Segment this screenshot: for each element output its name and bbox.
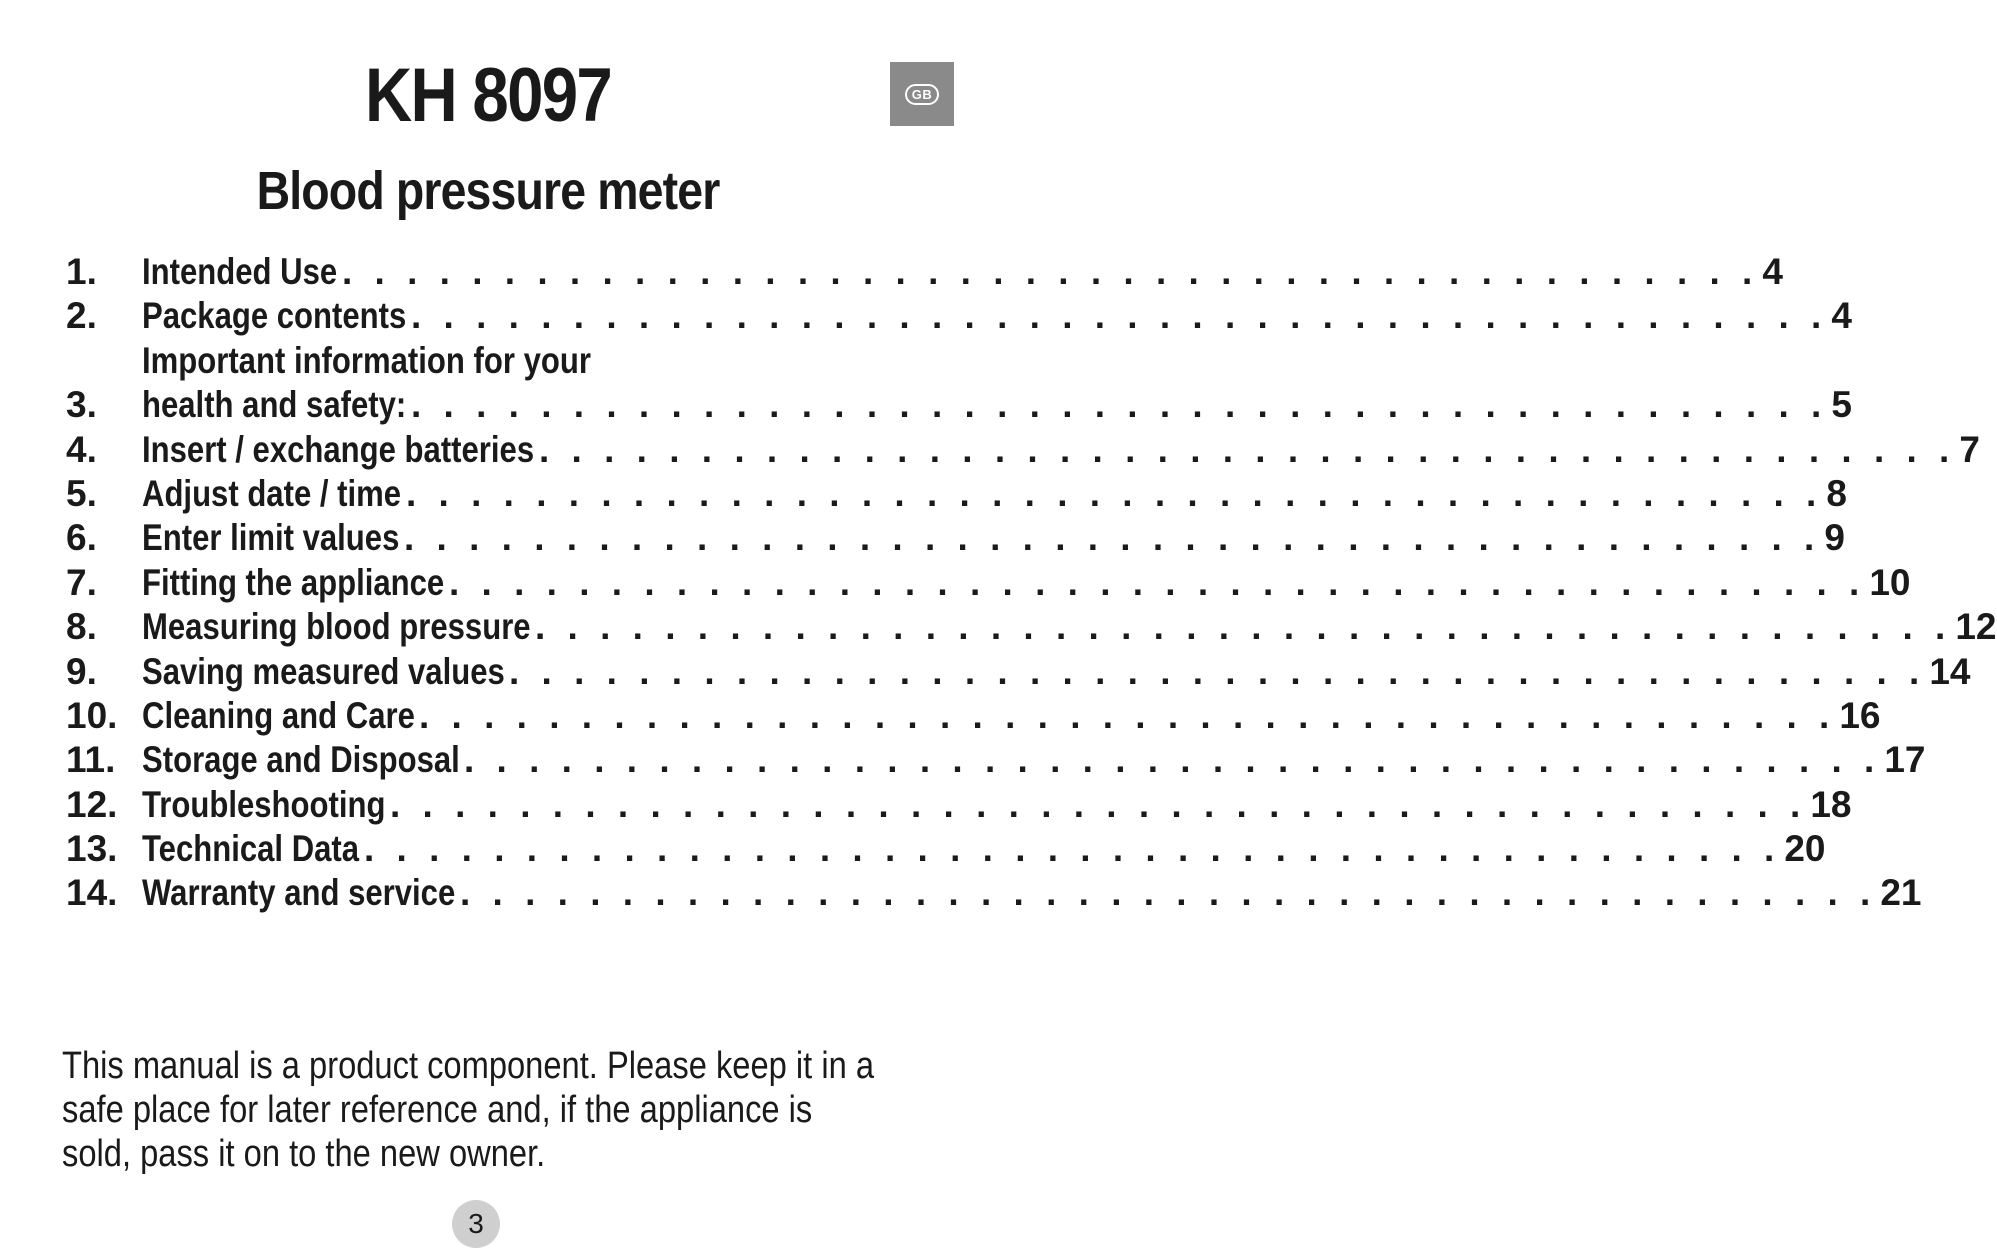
toc-entry-page: 16 xyxy=(1839,694,1881,736)
toc-entry-number: 8. xyxy=(66,606,97,648)
toc-entry-page: 8 xyxy=(1826,472,1847,514)
toc-dot-leader xyxy=(411,294,1827,338)
toc-entry xyxy=(66,827,1826,871)
manual-note-text: This manual is a product component. Please keep it in a safe place for later reference and, if the appliance is sold, pass it on to the new owner. xyxy=(62,1045,875,1175)
toc-dot-leader xyxy=(449,561,1865,605)
toc-entry xyxy=(66,871,1922,915)
toc-dot-leader xyxy=(419,694,1835,738)
toc-entry-number: 4. xyxy=(66,428,97,470)
table-of-contents xyxy=(66,250,1997,916)
toc-entry-title: Saving measured values xyxy=(142,650,505,692)
toc-entry-page: 4 xyxy=(1831,295,1852,337)
toc-entry-page: 4 xyxy=(1762,251,1783,292)
toc-dot-leader xyxy=(342,250,1758,294)
toc-dot-leader xyxy=(535,605,1951,649)
toc-entry xyxy=(66,428,1980,472)
toc-entry xyxy=(66,472,1847,516)
toc-entry-title: Troubleshooting xyxy=(142,783,386,825)
toc-entry-number: 13. xyxy=(66,828,118,870)
language-badge: GB xyxy=(905,84,940,105)
toc-entry xyxy=(66,738,1926,782)
toc-entry-title: Warranty and service xyxy=(142,872,456,914)
toc-entry-title: Storage and Disposal xyxy=(142,739,460,781)
toc-entry-page: 5 xyxy=(1831,384,1852,426)
toc-entry-title: Insert / exchange batteries xyxy=(142,428,535,470)
toc-entry-number: 9. xyxy=(66,650,97,692)
toc-entry xyxy=(66,650,1971,694)
toc-dot-leader xyxy=(364,827,1780,871)
toc-entry-page: 10 xyxy=(1869,561,1911,603)
toc-entry-page: 14 xyxy=(1929,650,1971,692)
toc-dot-leader xyxy=(406,472,1822,516)
toc-entry xyxy=(66,339,1852,428)
toc-entry-title: Intended Use xyxy=(142,251,338,292)
toc-entry-page: 20 xyxy=(1784,828,1826,870)
page-number: 3 xyxy=(452,1200,500,1248)
toc-entry-number: 2. xyxy=(66,295,97,337)
toc-entry-title: Package contents xyxy=(142,295,407,337)
toc-entry-title: Fitting the appliance xyxy=(142,561,445,603)
toc-dot-leader xyxy=(460,871,1876,915)
toc-entry-page: 18 xyxy=(1810,783,1852,825)
toc-entry xyxy=(66,516,1845,560)
toc-entry-page: 17 xyxy=(1884,739,1926,781)
toc-entry xyxy=(66,250,1783,294)
toc-entry-number: 11. xyxy=(66,739,116,781)
toc-dot-leader xyxy=(464,738,1880,782)
toc-entry xyxy=(66,561,1911,605)
toc-dot-leader xyxy=(411,383,1827,427)
toc-entry xyxy=(66,694,1881,738)
model-title: KH 8097 xyxy=(365,53,611,138)
document-subtitle: Blood pressure meter xyxy=(256,161,720,221)
toc-dot-leader xyxy=(390,783,1806,827)
toc-entry xyxy=(66,605,1997,649)
manual-note xyxy=(62,1044,942,1176)
toc-entry-number: 7. xyxy=(66,561,97,603)
toc-entry-title: Technical Data xyxy=(142,828,360,870)
toc-entry-number: 12. xyxy=(66,783,118,825)
toc-entry-number: 14. xyxy=(66,872,118,914)
toc-entry-title: Enter limit values xyxy=(142,517,400,559)
toc-entry-page: 21 xyxy=(1880,872,1922,914)
toc-entry xyxy=(66,294,1852,338)
toc-entry-title: Adjust date / time xyxy=(142,472,402,514)
toc-entry xyxy=(66,783,1852,827)
toc-entry-title: health and safety: xyxy=(142,384,407,426)
toc-entry-title: Important information for your xyxy=(142,339,591,381)
toc-dot-leader xyxy=(509,650,1925,694)
toc-entry-number: 5. xyxy=(66,472,97,514)
toc-entry-number: 3. xyxy=(66,384,97,426)
toc-entry-page: 9 xyxy=(1824,517,1845,559)
toc-dot-leader xyxy=(539,428,1955,472)
toc-dot-leader xyxy=(404,516,1820,560)
toc-entry-number: 1. xyxy=(66,251,97,292)
toc-entry-number: 6. xyxy=(66,517,97,559)
toc-entry-title: Cleaning and Care xyxy=(142,694,415,736)
toc-entry-title: Measuring blood pressure xyxy=(142,606,531,648)
toc-entry-number: 10. xyxy=(66,694,118,736)
toc-entry-page: 7 xyxy=(1959,428,1980,470)
toc-entry-page: 12 xyxy=(1955,606,1997,648)
